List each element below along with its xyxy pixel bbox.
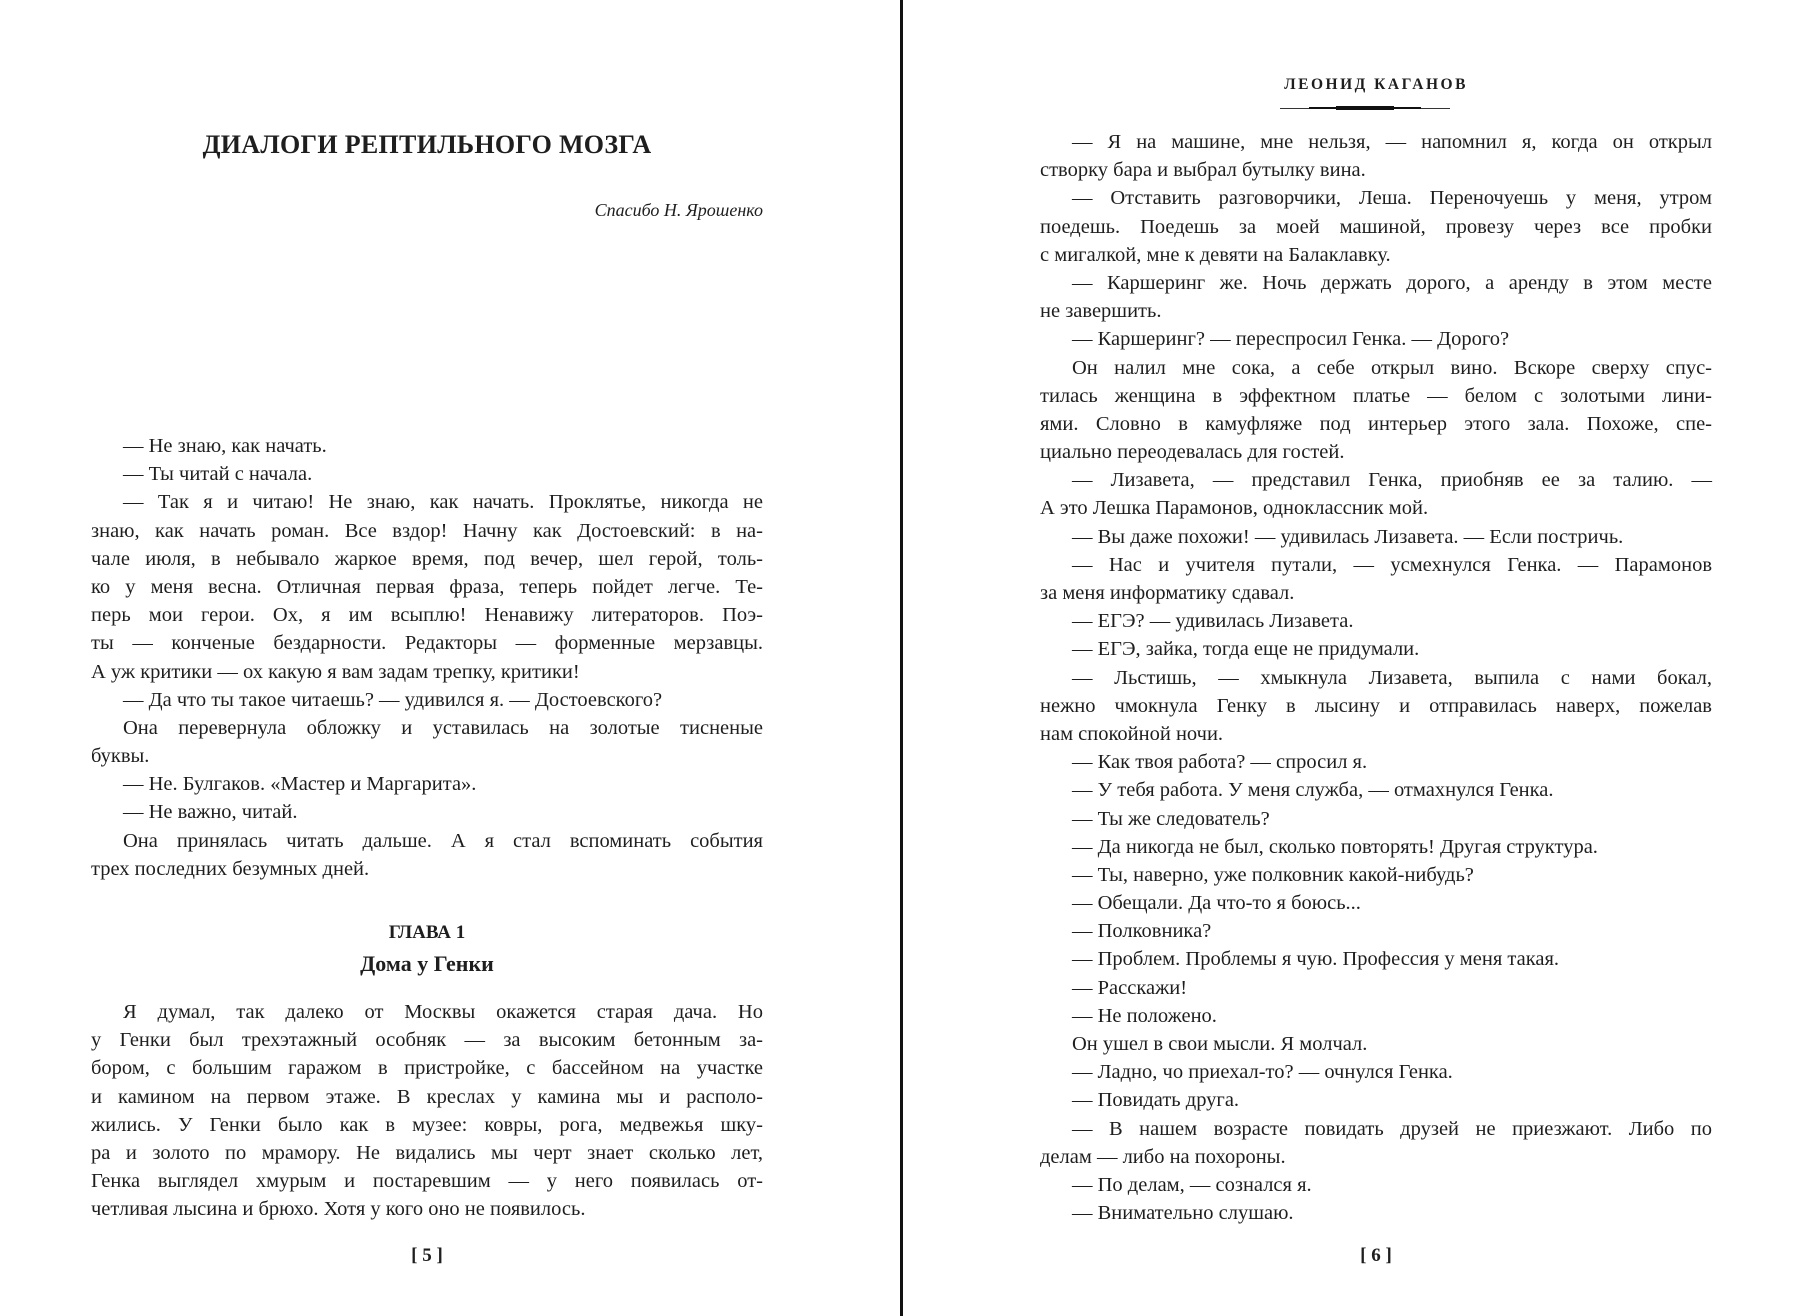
text-line: створку бара и выбрал бутылку вина. <box>1040 159 1366 182</box>
text-line: Она перевернула обложку и уставилась на золотые тисненые <box>123 716 763 739</box>
text-line: — Ладно, чо приехал-то? — очнулся Генка. <box>1072 1061 1453 1084</box>
text-line: жились. У Генки было как в музее: ковры, рога, медвежья шку- <box>91 1113 763 1136</box>
left-page <box>0 0 900 1316</box>
text-line: — Льстишь, — хмыкнула Лизавета, выпила с нами бокал, <box>1072 666 1712 689</box>
text-line: и камином на первом этаже. В креслах у камина мы и располо- <box>91 1085 763 1108</box>
text-line: не завершить. <box>1040 300 1162 323</box>
text-line: перь мои герои. Ох, я им всыплю! Ненавижу литераторов. Поэ- <box>91 604 763 627</box>
text-line: — Внимательно слушаю. <box>1072 1202 1294 1225</box>
page-number: [ 5 ] <box>411 1245 443 1266</box>
text-line: — Лизавета, — представил Генка, приобняв ее за талию. — <box>1072 469 1712 492</box>
text-line: — В нашем возрасте повидать друзей не приезжают. Либо по <box>1072 1117 1712 1140</box>
text-line: знаю, как начать роман. Все вздор! Начну как Достоевский: в на- <box>91 519 763 542</box>
text-line: — Как твоя работа? — спросил я. <box>1072 751 1368 774</box>
text-line: — Так я и читаю! Не знаю, как начать. Проклятье, никогда не <box>123 491 763 514</box>
body-text <box>1040 128 1712 1227</box>
text-line: буквы. <box>91 745 150 768</box>
text-line: — Не важно, читай. <box>123 801 298 824</box>
story-title: ДИАЛОГИ РЕПТИЛЬНОГО МОЗГА <box>202 130 652 159</box>
text-line: с мигалкой, мне к девяти на Балаклавку. <box>1040 243 1391 266</box>
running-header-author: ЛЕОНИД КАГАНОВ <box>1284 76 1468 93</box>
text-line: Я думал, так далеко от Москвы окажется старая дача. Но <box>123 1001 763 1023</box>
text-line: — Да что ты такое читаешь? — удивился я. — Достоевского? <box>123 688 663 711</box>
text-line: — Каршеринг? — переспросил Генка. — Дорого? <box>1072 328 1510 351</box>
text-line: — Ты читай с начала. <box>123 463 313 486</box>
right-page <box>903 0 1801 1316</box>
text-line: у Генки был трехэтажный особняк — за высоким бетонным за- <box>91 1029 763 1052</box>
text-line: — Полковника? <box>1072 920 1212 943</box>
text-line: четливая лысина и брюхо. Хотя у кого оно не появилось. <box>91 1198 586 1221</box>
text-line: — Вы даже похожи! — удивилась Лизавета. — Если постричь. <box>1072 525 1624 548</box>
text-line: ты — конченые бездарности. Редакторы — форменные мерзавцы. <box>91 632 763 655</box>
text-line: — У тебя работа. У меня служба, — отмахнулся Генка. <box>1072 779 1554 802</box>
page-number: [ 6 ] <box>1360 1245 1392 1266</box>
text-line: Она принялась читать дальше. А я стал вспоминать события <box>123 829 763 852</box>
text-line: — Повидать друга. <box>1072 1089 1240 1112</box>
text-line: бором, с большим гаражом в пристройке, с бассейном на участке <box>91 1057 763 1080</box>
text-line: — Не знаю, как начать. <box>123 435 327 457</box>
text-line: А это Лешка Парамонов, одноклассник мой. <box>1040 497 1429 520</box>
text-line: — ЕГЭ, зайка, тогда еще не придумали. <box>1072 638 1420 661</box>
chapter-title: Дома у Генки <box>360 951 494 976</box>
text-line: ко у меня весна. Отличная первая фраза, теперь пойдет легче. Те- <box>91 575 763 598</box>
text-line: циально переодевалась для гостей. <box>1040 441 1345 464</box>
header-ornament-rule <box>1280 106 1450 110</box>
text-line: тилась женщина в эффектном платье — белом с золотыми лини- <box>1040 384 1712 407</box>
text-line: трех последних безумных дней. <box>91 857 370 880</box>
intro-text <box>91 432 763 883</box>
text-line: — Не положено. <box>1072 1004 1217 1027</box>
text-line: — Да никогда не был, сколько повторять! Другая структура. <box>1072 835 1598 858</box>
text-line: ями. Словно в камуфляже под интерьер этого зала. Похоже, спе- <box>1040 412 1712 435</box>
text-line: делам — либо на похороны. <box>1040 1145 1286 1168</box>
text-line: — Расскажи! <box>1072 976 1188 999</box>
text-line: нам спокойной ночи. <box>1040 722 1224 745</box>
text-line: — Каршеринг же. Ночь держать дорого, а аренду в этом месте <box>1072 271 1712 294</box>
text-line: Генка выглядел хмурым и постаревшим — у него появилась от- <box>91 1170 763 1193</box>
text-line: — Проблем. Проблемы я чую. Профессия у меня такая. <box>1072 948 1560 971</box>
text-line: — Отставить разговорчики, Леша. Переночуешь у меня, утром <box>1072 187 1712 210</box>
text-line: ра и золото по мрамору. Не видались мы черт знает сколько лет, <box>91 1141 763 1164</box>
chapter-label: ГЛАВА 1 <box>388 922 466 943</box>
text-line: — Ты, наверно, уже полковник какой-нибудь? <box>1072 863 1474 886</box>
text-line: А уж критики — ох какую я вам задам трепку, критики! <box>91 660 580 683</box>
epigraph-dedication: Спасибо Н. Ярошенко <box>594 200 763 220</box>
text-line: — По делам, — сознался я. <box>1072 1173 1312 1196</box>
text-line: — Я на машине, мне нельзя, — напомнил я, когда он открыл <box>1072 131 1712 153</box>
text-line: — Обещали. Да что-то я боюсь... <box>1072 892 1361 915</box>
text-line: — Нас и учителя путали, — усмехнулся Генка. — Парамонов <box>1072 553 1712 576</box>
text-line: Он ушел в свои мысли. Я молчал. <box>1072 1033 1368 1055</box>
text-line: Он налил мне сока, а себе открыл вино. Вскоре сверху спус- <box>1072 356 1712 379</box>
text-line: нежно чмокнула Генку в лысину и отправилась наверх, пожелав <box>1040 694 1712 717</box>
chapter-text <box>91 998 763 1224</box>
text-line: за меня информатику сдавал. <box>1040 582 1295 604</box>
text-line: — Не. Булгаков. «Мастер и Маргарита». <box>123 773 477 796</box>
text-line: поедешь. Поедешь за моей машиной, провезу через все пробки <box>1040 215 1712 238</box>
text-line: — ЕГЭ? — удивилась Лизавета. <box>1072 610 1354 633</box>
text-line: чале июля, в небывало жаркое время, под вечер, шел герой, толь- <box>91 547 763 570</box>
text-line: — Ты же следователь? <box>1072 807 1270 830</box>
